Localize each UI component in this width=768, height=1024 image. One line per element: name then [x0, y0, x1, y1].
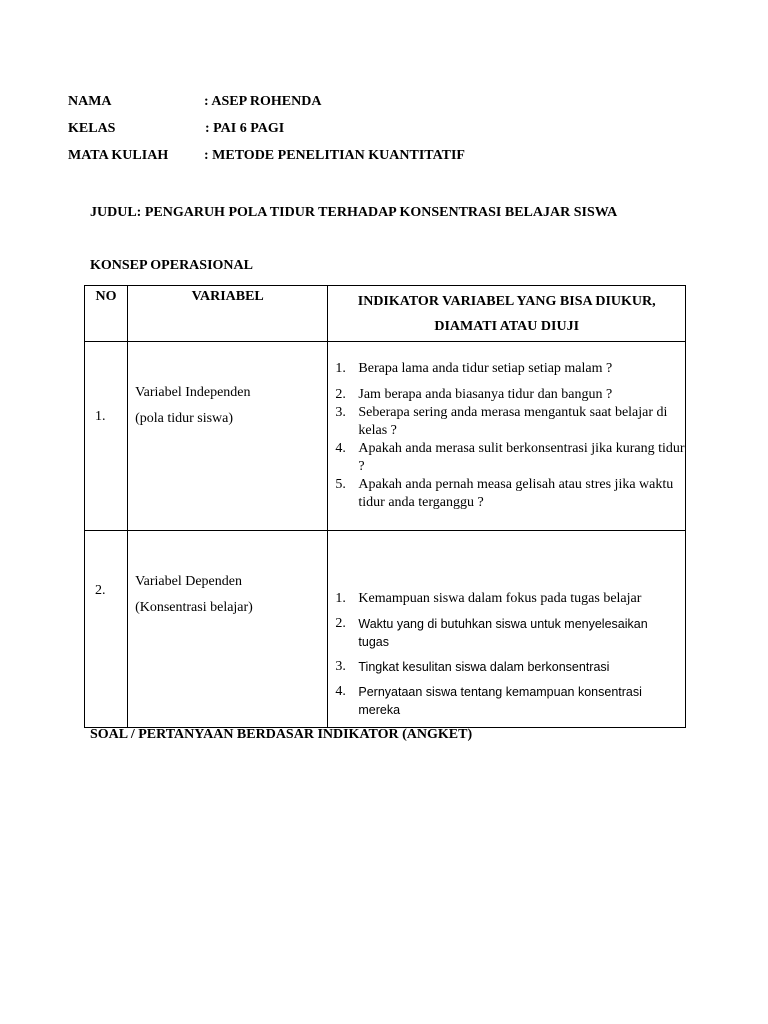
- row-no-cell: [85, 531, 128, 728]
- item-text: Jam berapa anda biasanya tidur dan bangun ?: [358, 387, 613, 402]
- row-variable-cell: [128, 342, 328, 531]
- item-text: Berapa lama anda tidur setiap setiap malam ?: [358, 361, 613, 376]
- table-row: [85, 342, 686, 531]
- item-text: Apakah anda pernah measa gelisah atau stres jika waktu tidur anda terganggu ?: [358, 477, 674, 510]
- header-label: NAMA: [68, 94, 112, 109]
- section-heading: KONSEP OPERASIONAL: [90, 258, 253, 273]
- list-item: [328, 658, 685, 676]
- document-title: JUDUL: PENGARUH POLA TIDUR TERHADAP KONSENTRASI BELAJAR SISWA: [90, 205, 618, 220]
- header-value: : PAI 6 PAGI: [205, 121, 285, 136]
- row-no-cell: [85, 342, 128, 531]
- header-cell-no: [85, 286, 128, 342]
- row-indicator-cell: [328, 531, 686, 728]
- table-header-row: [85, 286, 686, 342]
- header-indikator-line1: INDIKATOR VARIABEL YANG BISA DIUKUR,: [357, 294, 656, 309]
- operational-concept-table: [84, 285, 686, 728]
- row-number: 2.: [95, 583, 106, 598]
- header-indikator: [328, 286, 685, 339]
- item-number: 4.: [335, 684, 346, 699]
- variable-name: Variabel Independen: [135, 385, 251, 400]
- header-cell-indikator: [328, 286, 686, 342]
- item-number: 2.: [335, 387, 346, 402]
- list-item: [328, 683, 685, 719]
- list-item: [328, 404, 685, 440]
- item-number: 3.: [335, 405, 346, 420]
- item-text: Pernyataan siswa tentang kemampuan konsentrasi mereka: [358, 685, 642, 717]
- list-item: [328, 360, 685, 378]
- table-row: [85, 531, 686, 728]
- header-value: : ASEP ROHENDA: [204, 94, 322, 109]
- item-text: Tingkat kesulitan siswa dalam berkonsentrasi: [358, 660, 610, 674]
- row-variable-cell: [128, 531, 328, 728]
- item-number: 1.: [335, 591, 346, 606]
- header-label: MATA KULIAH: [68, 148, 169, 163]
- list-item: [328, 590, 685, 608]
- header-label: KELAS: [68, 121, 116, 136]
- item-number: 4.: [335, 441, 346, 456]
- header-variabel: VARIABEL: [191, 289, 264, 304]
- variable-name: Variabel Dependen: [135, 574, 242, 589]
- item-text: Kemampuan siswa dalam fokus pada tugas belajar: [358, 591, 642, 606]
- item-number: 1.: [335, 361, 346, 376]
- variable-desc: (Konsentrasi belajar): [135, 600, 253, 615]
- item-number: 3.: [335, 659, 346, 674]
- row-number: 1.: [95, 409, 106, 424]
- list-item: [328, 615, 685, 651]
- row-indicator-cell: [328, 342, 686, 531]
- item-text: Waktu yang di butuhkan siswa untuk menyelesaikan tugas: [358, 617, 648, 649]
- indicator-list: [328, 342, 685, 512]
- header-value: : METODE PENELITIAN KUANTITATIF: [204, 148, 465, 163]
- list-item: [328, 440, 685, 476]
- header-no: NO: [95, 289, 117, 304]
- header-indikator-line2: DIAMATI ATAU DIUJI: [434, 319, 580, 334]
- variable-desc: (pola tidur siswa): [135, 411, 234, 426]
- item-number: 2.: [335, 616, 346, 631]
- list-item: [328, 476, 685, 512]
- item-number: 5.: [335, 477, 346, 492]
- list-item: [328, 386, 685, 404]
- item-text: Seberapa sering anda merasa mengantuk saat belajar di kelas ?: [358, 405, 668, 438]
- header-cell-variabel: [128, 286, 328, 342]
- item-text: Apakah anda merasa sulit berkonsentrasi jika kurang tidur ?: [358, 441, 685, 474]
- indicator-list: [328, 531, 685, 719]
- footer-heading: SOAL / PERTANYAAN BERDASAR INDIKATOR (ANGKET): [90, 727, 473, 742]
